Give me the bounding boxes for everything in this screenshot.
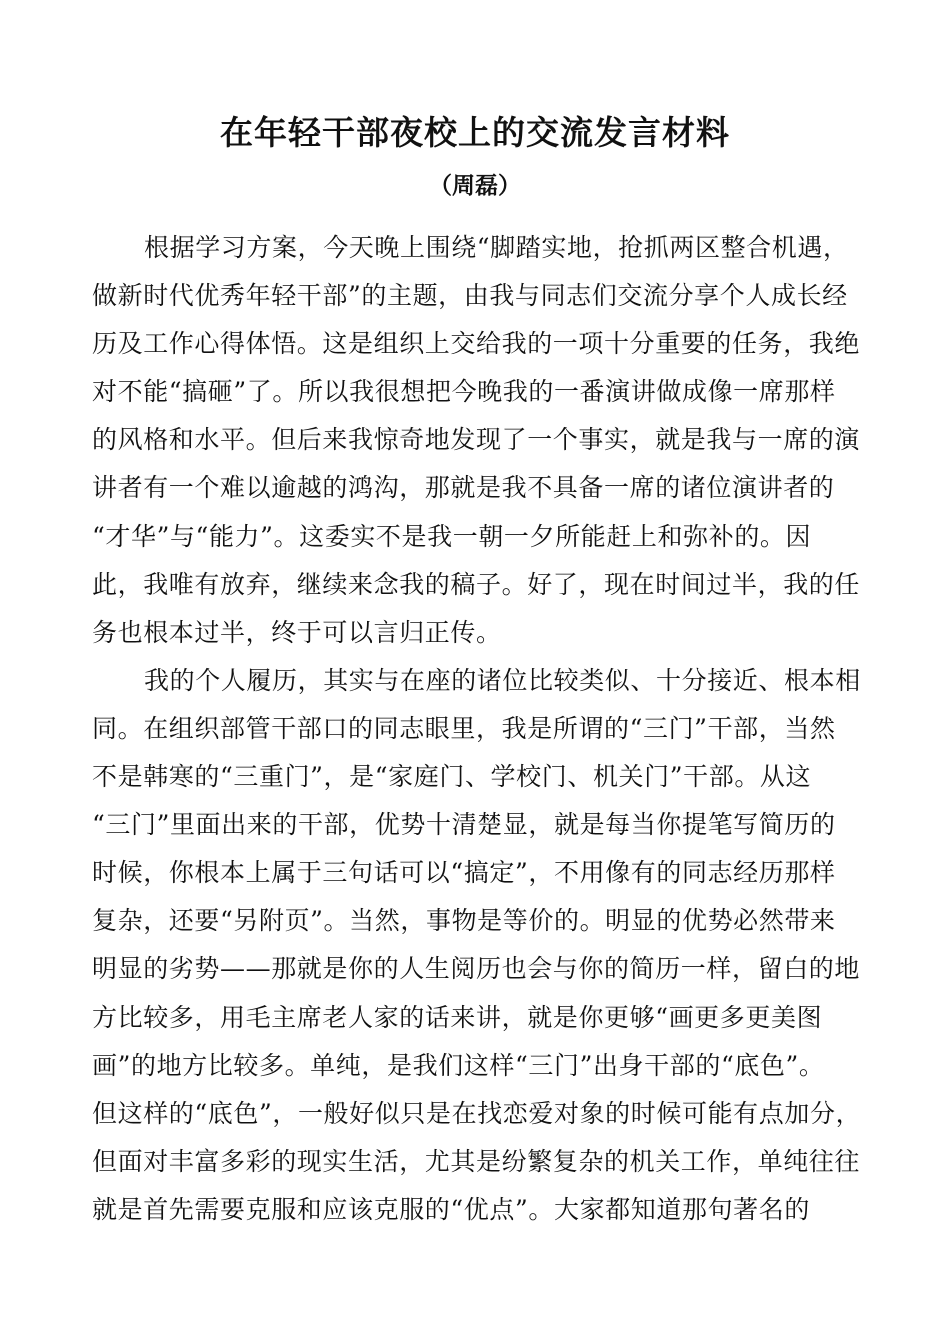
- paragraph-1: [92, 224, 862, 657]
- paragraph-line: 根据学习方案，今天晚上围绕“脚踏实地，抢抓两区整合机遇，: [144, 233, 849, 262]
- paragraph-line: 就是首先需要克服和应该克服的“优点”。大家都知道那句著名的: [92, 1194, 810, 1224]
- paragraph-line: 此，我唯有放弃，继续来念我的稿子。好了，现在时间过半，我的任: [92, 569, 861, 599]
- document-author: （周磊）: [429, 173, 521, 199]
- paragraph-line: 但面对丰富多彩的现实生活，尤其是纷繁复杂的机关工作，单纯往往: [92, 1146, 861, 1176]
- paragraph-line: 时候，你根本上属于三句话可以“搞定”，不用像有的同志经历那样: [92, 858, 836, 888]
- paragraph-line: 历及工作心得体悟。这是组织上交给我的一项十分重要的任务，我绝: [92, 329, 861, 359]
- paragraph-line: 方比较多，用毛主席老人家的话来讲，就是你更够“画更多更美图: [92, 1002, 823, 1032]
- paragraph-line: 明显的劣势——那就是你的人生阅历也会与你的简历一样，留白的地: [92, 954, 861, 984]
- paragraph-line: 的风格和水平。但后来我惊奇地发现了一个事实，就是我与一席的演: [92, 425, 861, 455]
- paragraph-line: 做新时代优秀年轻干部”的主题，由我与同志们交流分享个人成长经: [92, 281, 848, 311]
- paragraph-2: [92, 657, 862, 1234]
- paragraph-line: 同。在组织部管干部口的同志眼里，我是所谓的“三门”干部，当然: [92, 713, 836, 743]
- paragraph-line: 但这样的“底色”，一般好似只是在找恋爱对象的时候可能有点加分，: [92, 1098, 862, 1128]
- document-body: [92, 224, 862, 1234]
- paragraph-line: 我的个人履历，其实与在座的诸位比较类似、十分接近、根本相: [144, 665, 861, 695]
- paragraph-line: 讲者有一个难以逾越的鸿沟，那就是我不具备一席的诸位演讲者的: [92, 473, 835, 503]
- paragraph-line: 不是韩寒的“三重门”，是“家庭门、学校门、机关门”干部。从这: [92, 762, 812, 792]
- paragraph-line: 画”的地方比较多。单纯，是我们这样“三门”出身干部的“底色”。: [92, 1050, 825, 1080]
- paragraph-line: 对不能“搞砸”了。所以我很想把今晚我的一番演讲做成像一席那样: [92, 377, 836, 407]
- paragraph-line: “三门”里面出来的干部，优势十清楚显，就是每当你提笔写简历的: [92, 810, 836, 840]
- paragraph-line: “才华”与“能力”。这委实不是我一朝一夕所能赶上和弥补的。因: [92, 521, 812, 551]
- paragraph-line: 复杂，还要“另附页”。当然，事物是等价的。明显的优势必然带来: [92, 906, 836, 936]
- paragraph-line: 务也根本过半，终于可以言归正传。: [92, 617, 502, 647]
- document-title: 在年轻干部夜校上的交流发言材料: [220, 113, 730, 152]
